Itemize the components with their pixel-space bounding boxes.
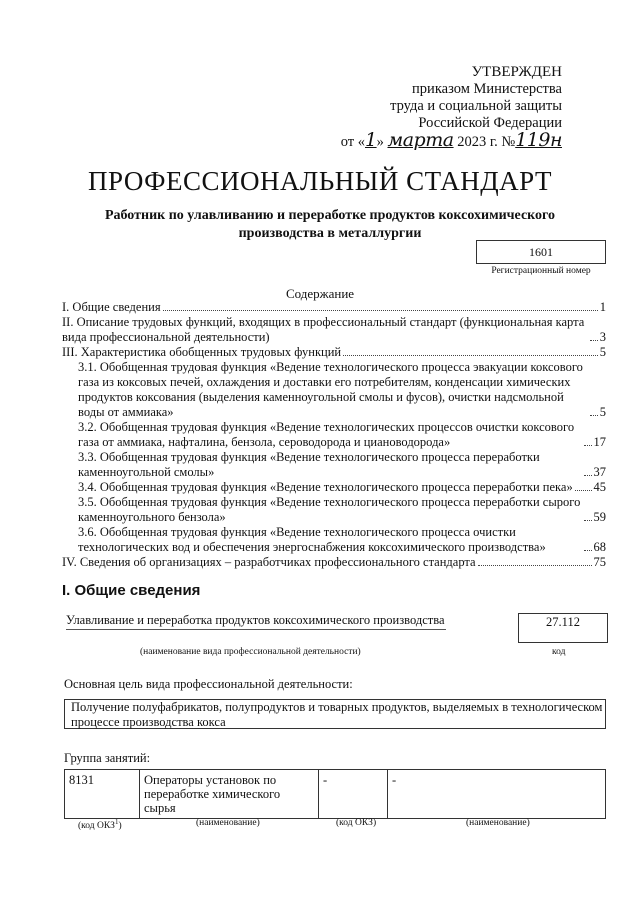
toc-entry-text: 3.2. Обобщенная трудовая функция «Ведение технологических процессов очистки коксового газа от аммиака, нафталина, бензола, сероводорода и циановодорода» [78,420,575,449]
toc-entry[interactable] [62,315,606,345]
toc-entry[interactable] [62,300,606,315]
toc-entry-page: 1 [599,300,606,314]
toc-leader [478,565,592,566]
document-title: ПРОФЕССИОНАЛЬНЫЙ СТАНДАРТ [87,166,553,196]
approval-block [341,64,562,151]
approval-line-4: Российской Федерации [418,115,562,131]
toc-leader [163,310,598,311]
toc-leader [584,520,592,521]
okz-name-caption-1: (наименование) [196,818,260,828]
table-of-contents [62,300,606,570]
caption-text: (код ОКЗ [78,821,115,832]
toc-entry-text: III. Характеристика обобщенных трудовых функций [62,345,342,359]
document-subtitle: Работник по улавливанию и переработке продуктов коксохимического производства в металлургии [104,208,556,241]
toc-entry-text: 3.1. Обобщенная трудовая функция «Ведение технологического процесса эвакуации коксового газа из коксовых печей, охлаждения и доставки его потребителям, конденсации химических продуктов коксования (выделения каменноугольной смолы и фусов), очистки надсмольной воды от аммиака» [78,360,583,419]
section-1-heading: I. Общие сведения [62,582,201,599]
occupation-group-label: Группа занятий: [64,751,151,765]
toc-entry[interactable] [62,495,606,525]
approval-line-3: труда и социальной защиты [390,98,562,114]
okz-code-cell-1: 8131 [65,770,140,819]
toc-entry[interactable] [62,345,606,360]
approval-line-2: приказом Министерства [412,81,562,97]
date-day: 1 [365,129,377,151]
toc-entry-page: 17 [593,435,606,449]
okz-name-caption-2: (наименование) [466,818,530,828]
occupation-group-table [64,769,606,819]
toc-entry-text: 3.5. Обобщенная трудовая функция «Ведение технологического процесса переработки сырого каменноугольного бензола» [78,495,581,524]
toc-entry-text: 3.4. Обобщенная трудовая функция «Ведение технологического процесса переработки пека» [78,480,573,494]
table-row [65,770,606,819]
okz-name-cell-2: - [388,770,606,819]
okz-code-caption-1 [78,818,122,831]
date-mid: » [376,134,384,150]
toc-entry-page: 5 [599,345,606,359]
date-year: 2023 г. № [457,134,516,150]
toc-entry-text: IV. Сведения об организациях – разработчиках профессионального стандарта [62,555,476,569]
toc-entry[interactable] [62,450,606,480]
order-number: 119н [515,129,562,151]
toc-leader [584,475,592,476]
approval-date [340,129,562,151]
toc-entry[interactable] [62,480,606,495]
goal-label: Основная цель вида профессиональной деятельности: [64,677,353,691]
activity-code-caption: код [552,647,566,657]
toc-entry[interactable] [62,360,606,420]
toc-entry[interactable] [62,555,606,570]
toc-entry-text: 3.6. Обобщенная трудовая функция «Ведение технологического процесса очистки технологических вод и обеспечения энергоснабжения коксохимического производства» [78,525,546,554]
toc-entry-page: 75 [593,555,606,569]
caption-text: ) [118,821,122,832]
footnote-mark[interactable]: 1 [114,818,119,826]
toc-entry-page: 37 [593,465,606,479]
okz-code-cell-2: - [319,770,388,819]
toc-entry-text: 3.3. Обобщенная трудовая функция «Ведение технологического процесса переработки каменноугольной смолы» [78,450,540,479]
registration-number-box: 1601 [476,240,606,264]
registration-number-label: Регистрационный номер [491,266,591,276]
toc-heading: Содержание [285,286,355,301]
toc-leader [343,355,598,356]
approval-title: УТВЕРЖДЕН [471,64,562,80]
date-prefix: от « [340,134,365,150]
toc-entry-text: I. Общие сведения [62,300,161,314]
toc-leader [584,445,592,446]
toc-leader [590,340,598,341]
toc-entry-page: 59 [593,510,606,524]
toc-entry-text: II. Описание трудовых функций, входящих в профессиональный стандарт (функциональная карта вида профессиональной деятельности) [62,315,585,344]
okz-name-cell-1: Операторы установок по переработке химического сырья [140,770,319,819]
activity-name: Улавливание и переработка продуктов коксохимического производства [66,613,446,630]
toc-leader [590,415,598,416]
date-month: марта [387,129,454,151]
toc-entry[interactable] [62,525,606,555]
goal-text-box: Получение полуфабрикатов, полупродуктов и товарных продуктов, выделяемых в технологическом процессе производства кокса [64,699,606,729]
toc-entry[interactable] [62,420,606,450]
toc-entry-page: 68 [593,540,606,554]
toc-entry-page: 5 [599,405,606,419]
okz-code-caption-2: (код ОКЗ) [336,818,377,828]
toc-entry-page: 3 [599,330,606,344]
toc-leader [584,550,592,551]
toc-entry-page: 45 [593,480,606,494]
activity-name-caption: (наименование вида профессиональной деятельности) [140,647,361,657]
toc-leader [575,490,592,491]
activity-code-box: 27.112 [518,613,608,643]
